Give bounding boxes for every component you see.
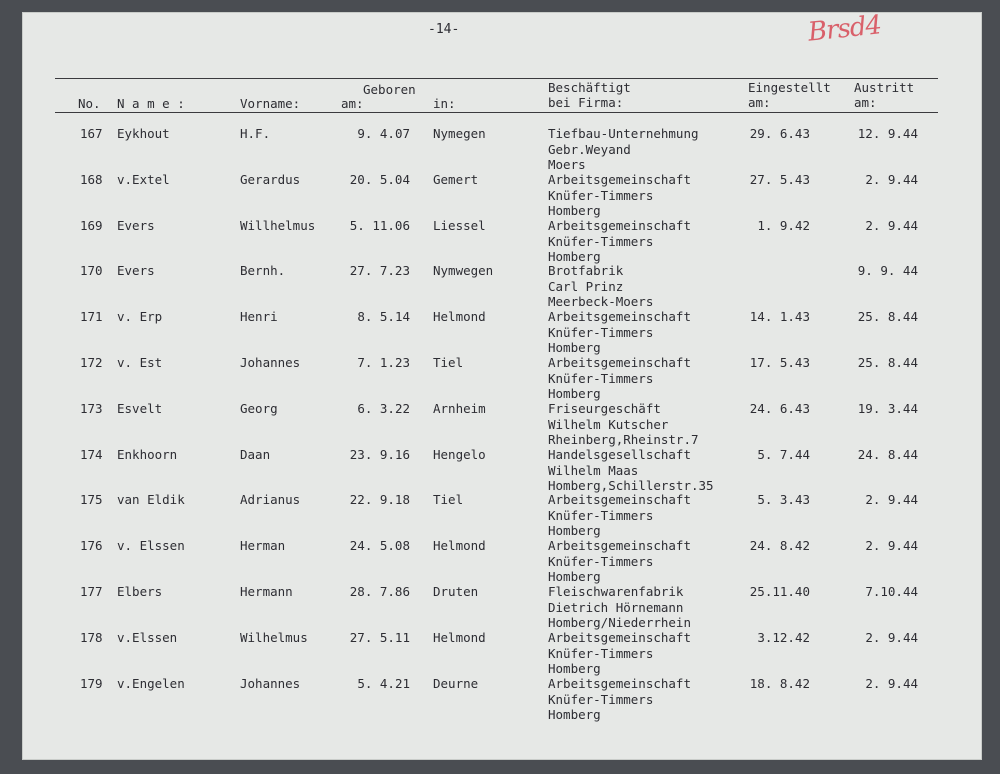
- row-firm-line: Meerbeck-Moers: [548, 294, 654, 309]
- row-birth-place: Deurne: [433, 676, 479, 691]
- row-birth-date: 9. 4.07: [357, 126, 410, 141]
- row-vorname: Daan: [240, 447, 271, 462]
- row-firm-line: Homberg: [548, 661, 601, 676]
- row-vorname: Herman: [240, 538, 286, 553]
- row-birth-place: Helmond: [433, 309, 486, 324]
- row-firm-line: Knüfer-Timmers: [548, 508, 654, 523]
- row-number: 176: [80, 538, 103, 553]
- header-vorname: Vorname:: [240, 96, 301, 111]
- row-exit-date: 24. 8.44: [857, 447, 918, 462]
- row-firm-line: Homberg: [548, 569, 601, 584]
- row-name: Elbers: [117, 584, 163, 599]
- row-hired-date: 3.12.42: [757, 630, 810, 645]
- row-vorname: Georg: [240, 401, 278, 416]
- row-birth-date: 23. 9.16: [349, 447, 410, 462]
- row-name: v.Engelen: [117, 676, 185, 691]
- row-firm-line: Arbeitsgemeinschaft: [548, 218, 691, 233]
- row-birth-place: Arnheim: [433, 401, 486, 416]
- row-birth-date: 24. 5.08: [349, 538, 410, 553]
- row-firm-line: Knüfer-Timmers: [548, 371, 654, 386]
- row-number: 169: [80, 218, 103, 233]
- header-beschaeftigt: Beschäftigt: [548, 80, 631, 95]
- row-birth-place: Nymwegen: [433, 263, 494, 278]
- row-exit-date: 2. 9.44: [865, 538, 918, 553]
- row-firm-line: Homberg: [548, 203, 601, 218]
- row-exit-date: 19. 3.44: [857, 401, 918, 416]
- row-firm-line: Knüfer-Timmers: [548, 325, 654, 340]
- row-number: 178: [80, 630, 103, 645]
- header-no: No.: [78, 96, 101, 111]
- row-firm-line: Gebr.Weyand: [548, 142, 631, 157]
- row-name: v. Elssen: [117, 538, 185, 553]
- row-hired-date: 5. 3.43: [757, 492, 810, 507]
- row-firm-line: Knüfer-Timmers: [548, 554, 654, 569]
- row-name: Esvelt: [117, 401, 163, 416]
- row-hired-date: 29. 6.43: [749, 126, 810, 141]
- row-firm-line: Wilhelm Maas: [548, 463, 639, 478]
- row-firm-line: Homberg: [548, 707, 601, 722]
- row-name: van Eldik: [117, 492, 185, 507]
- row-hired-date: 5. 7.44: [757, 447, 810, 462]
- row-vorname: Adrianus: [240, 492, 301, 507]
- row-birth-date: 8. 5.14: [357, 309, 410, 324]
- row-name: Eykhout: [117, 126, 170, 141]
- row-birth-date: 5. 11.06: [349, 218, 410, 233]
- row-exit-date: 25. 8.44: [857, 309, 918, 324]
- header-eingestellt: Eingestellt: [748, 80, 831, 95]
- row-birth-place: Tiel: [433, 492, 464, 507]
- row-exit-date: 2. 9.44: [865, 172, 918, 187]
- row-firm-line: Carl Prinz: [548, 279, 624, 294]
- row-hired-date: 1. 9.42: [757, 218, 810, 233]
- header-geboren: Geboren: [363, 82, 416, 97]
- row-firm-line: Friseurgeschäft: [548, 401, 661, 416]
- row-number: 177: [80, 584, 103, 599]
- row-birth-place: Hengelo: [433, 447, 486, 462]
- row-exit-date: 2. 9.44: [865, 676, 918, 691]
- row-exit-date: 2. 9.44: [865, 492, 918, 507]
- row-birth-date: 27. 7.23: [349, 263, 410, 278]
- row-name: v.Extel: [117, 172, 170, 187]
- row-birth-place: Liessel: [433, 218, 486, 233]
- row-firm-line: Knüfer-Timmers: [548, 188, 654, 203]
- row-number: 174: [80, 447, 103, 462]
- row-number: 170: [80, 263, 103, 278]
- row-firm-line: Arbeitsgemeinschaft: [548, 538, 691, 553]
- header-born-am: am:: [341, 96, 364, 111]
- row-vorname: Gerardus: [240, 172, 301, 187]
- row-firm-line: Arbeitsgemeinschaft: [548, 676, 691, 691]
- row-birth-place: Gemert: [433, 172, 479, 187]
- row-birth-date: 20. 5.04: [349, 172, 410, 187]
- row-firm-line: Knüfer-Timmers: [548, 234, 654, 249]
- row-hired-date: 27. 5.43: [749, 172, 810, 187]
- row-vorname: Henri: [240, 309, 278, 324]
- row-hired-date: 14. 1.43: [749, 309, 810, 324]
- row-vorname: Johannes: [240, 676, 301, 691]
- row-firm-line: Homberg: [548, 340, 601, 355]
- header-austritt-am: am:: [854, 95, 877, 110]
- row-number: 179: [80, 676, 103, 691]
- row-number: 173: [80, 401, 103, 416]
- row-birth-place: Druten: [433, 584, 479, 599]
- row-name: Evers: [117, 218, 155, 233]
- row-firm-line: Brotfabrik: [548, 263, 624, 278]
- row-firm-line: Arbeitsgemeinschaft: [548, 309, 691, 324]
- row-firm-line: Wilhelm Kutscher: [548, 417, 669, 432]
- header-eingestellt-am: am:: [748, 95, 771, 110]
- row-number: 168: [80, 172, 103, 187]
- row-firm-line: Rheinberg,Rheinstr.7: [548, 432, 699, 447]
- row-exit-date: 7.10.44: [865, 584, 918, 599]
- row-firm-line: Homberg/Niederrhein: [548, 615, 691, 630]
- row-vorname: Bernh.: [240, 263, 286, 278]
- row-hired-date: 24. 6.43: [749, 401, 810, 416]
- document-page: [22, 12, 982, 760]
- row-firm-line: Homberg: [548, 249, 601, 264]
- row-firm-line: Arbeitsgemeinschaft: [548, 492, 691, 507]
- row-exit-date: 2. 9.44: [865, 630, 918, 645]
- row-vorname: Willhelmus: [240, 218, 316, 233]
- row-exit-date: 9. 9. 44: [857, 263, 918, 278]
- header-bei-firma: bei Firma:: [548, 95, 624, 110]
- row-firm-line: Homberg,Schillerstr.35: [548, 478, 714, 493]
- row-number: 175: [80, 492, 103, 507]
- row-firm-line: Knüfer-Timmers: [548, 646, 654, 661]
- row-exit-date: 12. 9.44: [857, 126, 918, 141]
- row-birth-date: 28. 7.86: [349, 584, 410, 599]
- row-hired-date: 18. 8.42: [749, 676, 810, 691]
- row-vorname: Wilhelmus: [240, 630, 308, 645]
- row-firm-line: Moers: [548, 157, 586, 172]
- row-hired-date: 25.11.40: [749, 584, 810, 599]
- row-firm-line: Tiefbau-Unternehmung: [548, 126, 699, 141]
- row-exit-date: 2. 9.44: [865, 218, 918, 233]
- row-vorname: H.F.: [240, 126, 271, 141]
- row-hired-date: 17. 5.43: [749, 355, 810, 370]
- row-firm-line: Homberg: [548, 523, 601, 538]
- row-firm-line: Arbeitsgemeinschaft: [548, 355, 691, 370]
- row-firm-line: Fleischwarenfabrik: [548, 584, 684, 599]
- row-name: Enkhoorn: [117, 447, 178, 462]
- row-number: 167: [80, 126, 103, 141]
- row-firm-line: Arbeitsgemeinschaft: [548, 630, 691, 645]
- row-firm-line: Arbeitsgemeinschaft: [548, 172, 691, 187]
- row-firm-line: Dietrich Hörnemann: [548, 600, 684, 615]
- row-hired-date: 24. 8.42: [749, 538, 810, 553]
- row-name: v. Est: [117, 355, 163, 370]
- row-exit-date: 25. 8.44: [857, 355, 918, 370]
- row-birth-date: 5. 4.21: [357, 676, 410, 691]
- header-name: N a m e :: [117, 96, 185, 111]
- row-name: Evers: [117, 263, 155, 278]
- row-vorname: Johannes: [240, 355, 301, 370]
- page-number: -14-: [428, 22, 460, 37]
- row-birth-place: Nymegen: [433, 126, 486, 141]
- handwritten-stamp: Brsd4: [806, 10, 883, 48]
- header-austritt: Austritt: [854, 80, 915, 95]
- row-birth-place: Helmond: [433, 630, 486, 645]
- header-top-rule: [55, 78, 938, 79]
- row-birth-date: 27. 5.11: [349, 630, 410, 645]
- row-firm-line: Handelsgesellschaft: [548, 447, 691, 462]
- row-birth-date: 7. 1.23: [357, 355, 410, 370]
- row-number: 172: [80, 355, 103, 370]
- row-firm-line: Knüfer-Timmers: [548, 692, 654, 707]
- row-name: v. Erp: [117, 309, 163, 324]
- row-birth-date: 6. 3.22: [357, 401, 410, 416]
- row-firm-line: Homberg: [548, 386, 601, 401]
- row-number: 171: [80, 309, 103, 324]
- row-name: v.Elssen: [117, 630, 178, 645]
- row-birth-date: 22. 9.18: [349, 492, 410, 507]
- row-birth-place: Helmond: [433, 538, 486, 553]
- row-birth-place: Tiel: [433, 355, 464, 370]
- row-vorname: Hermann: [240, 584, 293, 599]
- header-bottom-rule: [55, 112, 938, 113]
- header-born-in: in:: [433, 96, 456, 111]
